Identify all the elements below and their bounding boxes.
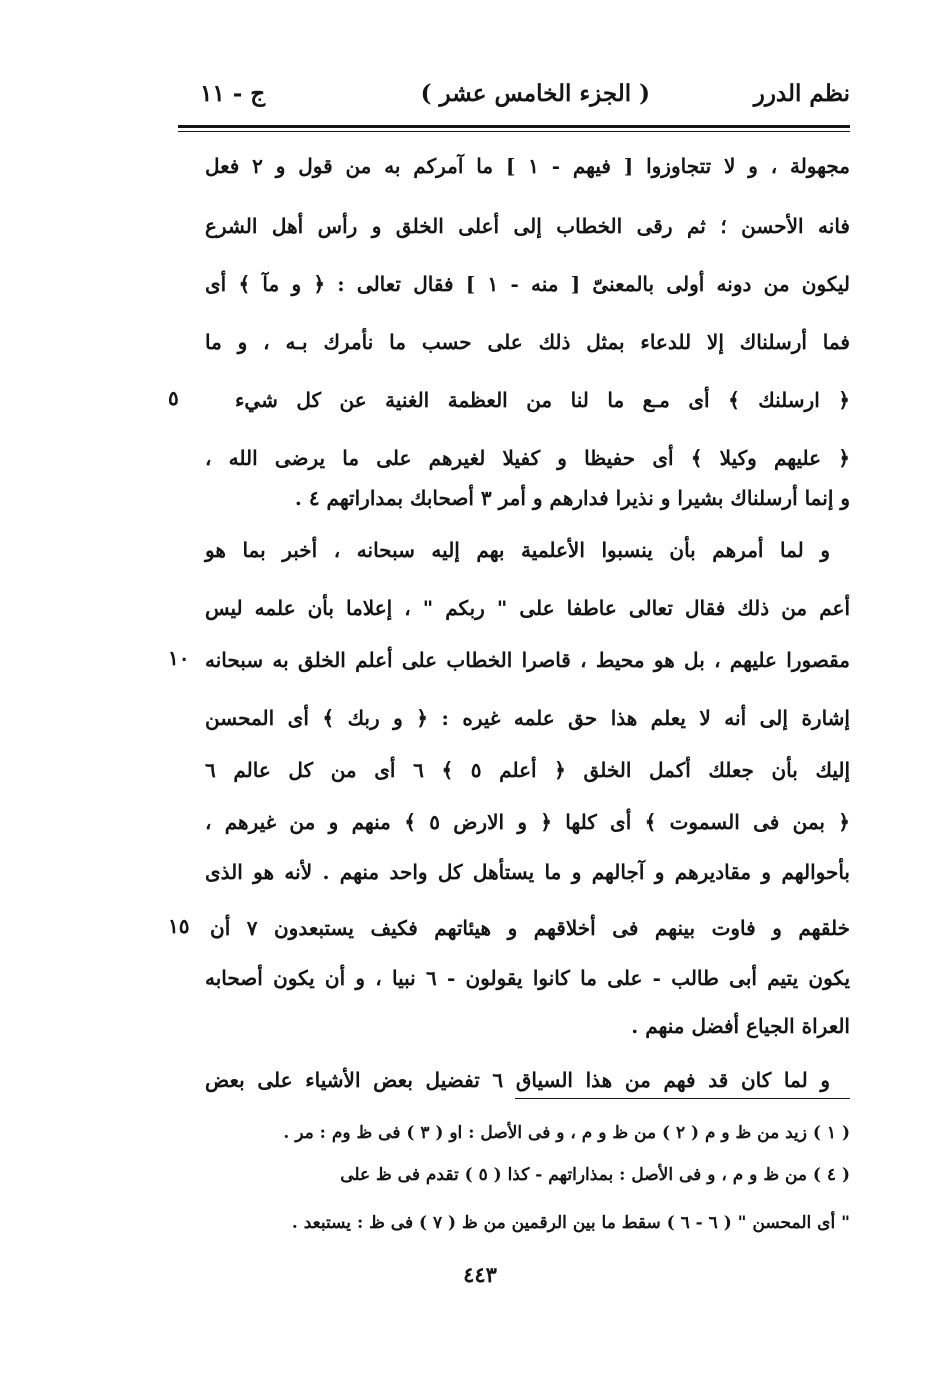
text-line-8: و لما أمرهم بأن ينسبوا الأعلمية بهم إليه سبحانه ، أخبر بما هو xyxy=(205,538,830,562)
text-line-11: إشارة إلى أنه لا يعلم هذا حق علمه غيره : ﴿ و ربك ﴾ أى المحسن xyxy=(205,706,850,730)
book-title: نظم الدرر xyxy=(753,80,850,107)
footnote-line-1: ( ١ ) زيد من ظ و م ( ٢ ) من ظ و م ، و فى الأصل : او ( ٣ ) فى ظ وم : مر . xyxy=(283,1123,850,1143)
text-line-16: يكون يتيم أبى طالب - على ما كانوا يقولون - ٦ نبيا ، و أن يكون أصحابه xyxy=(205,966,851,990)
line-number-15: ١٥ xyxy=(168,914,190,938)
footnote-line-2: ( ٤ ) من ظ و م ، و فى الأصل : بمذاراتهم - كذا ( ٥ ) تقدم فى ظ على xyxy=(340,1165,850,1185)
text-line-15: خلقهم و فاوت بينهم فى أخلاقهم و هيئاتهم فكيف يستبعدون ٧ أن xyxy=(210,916,850,940)
volume-reference: ج - ١١ xyxy=(200,80,266,107)
text-line-17: العراة الجياع أفضل منهم . xyxy=(631,1014,850,1038)
text-line-4: فما أرسلناك إلا للدعاء بمثل ذلك على حسب ما نأمرك بـه ، و ما xyxy=(205,330,850,354)
line-number-10: ١٠ xyxy=(168,646,190,670)
text-line-13: ﴿ بمن فى السموت ﴾ أى كلها ﴿ و الارض ٥ ﴾ منهم و من غيرهم ، xyxy=(205,810,850,834)
text-line-5: ﴿ ارسلنك ﴾ أى مـع ما لنا من العظمة الغنية عن كل شيء xyxy=(235,388,850,412)
text-line-2: فانه الأحسن ؛ ثم رقى الخطاب إلى أعلى الخلق و رأس أهل الشرع xyxy=(205,214,850,238)
text-line-9: أعم من ذلك فقال تعالى عاطفا على " ربكم " ، إعلاما بأن علمه ليس xyxy=(205,596,851,620)
page-number: ٤٤٣ xyxy=(463,1262,497,1287)
text-line-6: ﴿ عليهم وكيلا ﴾ أى حفيظا و كفيلا لغيرهم على ما يرضى الله ، xyxy=(205,446,850,470)
text-line-18: و لما كان قد فهم من هذا السياق ٦ تفضيل بعض الأشياء على بعض xyxy=(205,1068,830,1092)
text-line-7: و إنما أرسلناك بشيرا و نذيرا فدارهم و أمر ٣ أصحابك بمداراتهم ٤ . xyxy=(294,486,850,510)
line-number-5: ٥ xyxy=(168,386,179,410)
footnote-separator xyxy=(515,1098,850,1099)
text-line-1: مجهولة ، و لا تتجاوزوا [ فيهم - ١ ] ما آمركم به من قول و ٢ فعل xyxy=(205,154,850,178)
part-title: ( الجزء الخامس عشر ) xyxy=(420,80,650,107)
footnote-line-3: " أى المحسن " ( ٦ - ٦ ) سقط ما بين الرقمين من ظ ( ٧ ) فى ظ : يستبعد . xyxy=(291,1213,850,1233)
text-line-12: إليك بأن جعلك أكمل الخلق ﴿ أعلم ٥ ﴾ ٦ أى من كل عالم ٦ xyxy=(205,758,850,782)
text-line-14: بأحوالهم و مقاديرهم و آجالهم و ما يستأهل كل واحد منهم . لأنه هو الذى xyxy=(205,860,850,884)
text-line-3: ليكون من دونه أولى بالمعنىّ [ منه - ١ ] فقال تعالى : ﴿ و مآ ﴾ أى xyxy=(205,272,851,296)
text-line-10: مقصورا عليهم ، بل هو محيط ، قاصرا الخطاب على أعلم الخلق به سبحانه xyxy=(205,648,850,672)
